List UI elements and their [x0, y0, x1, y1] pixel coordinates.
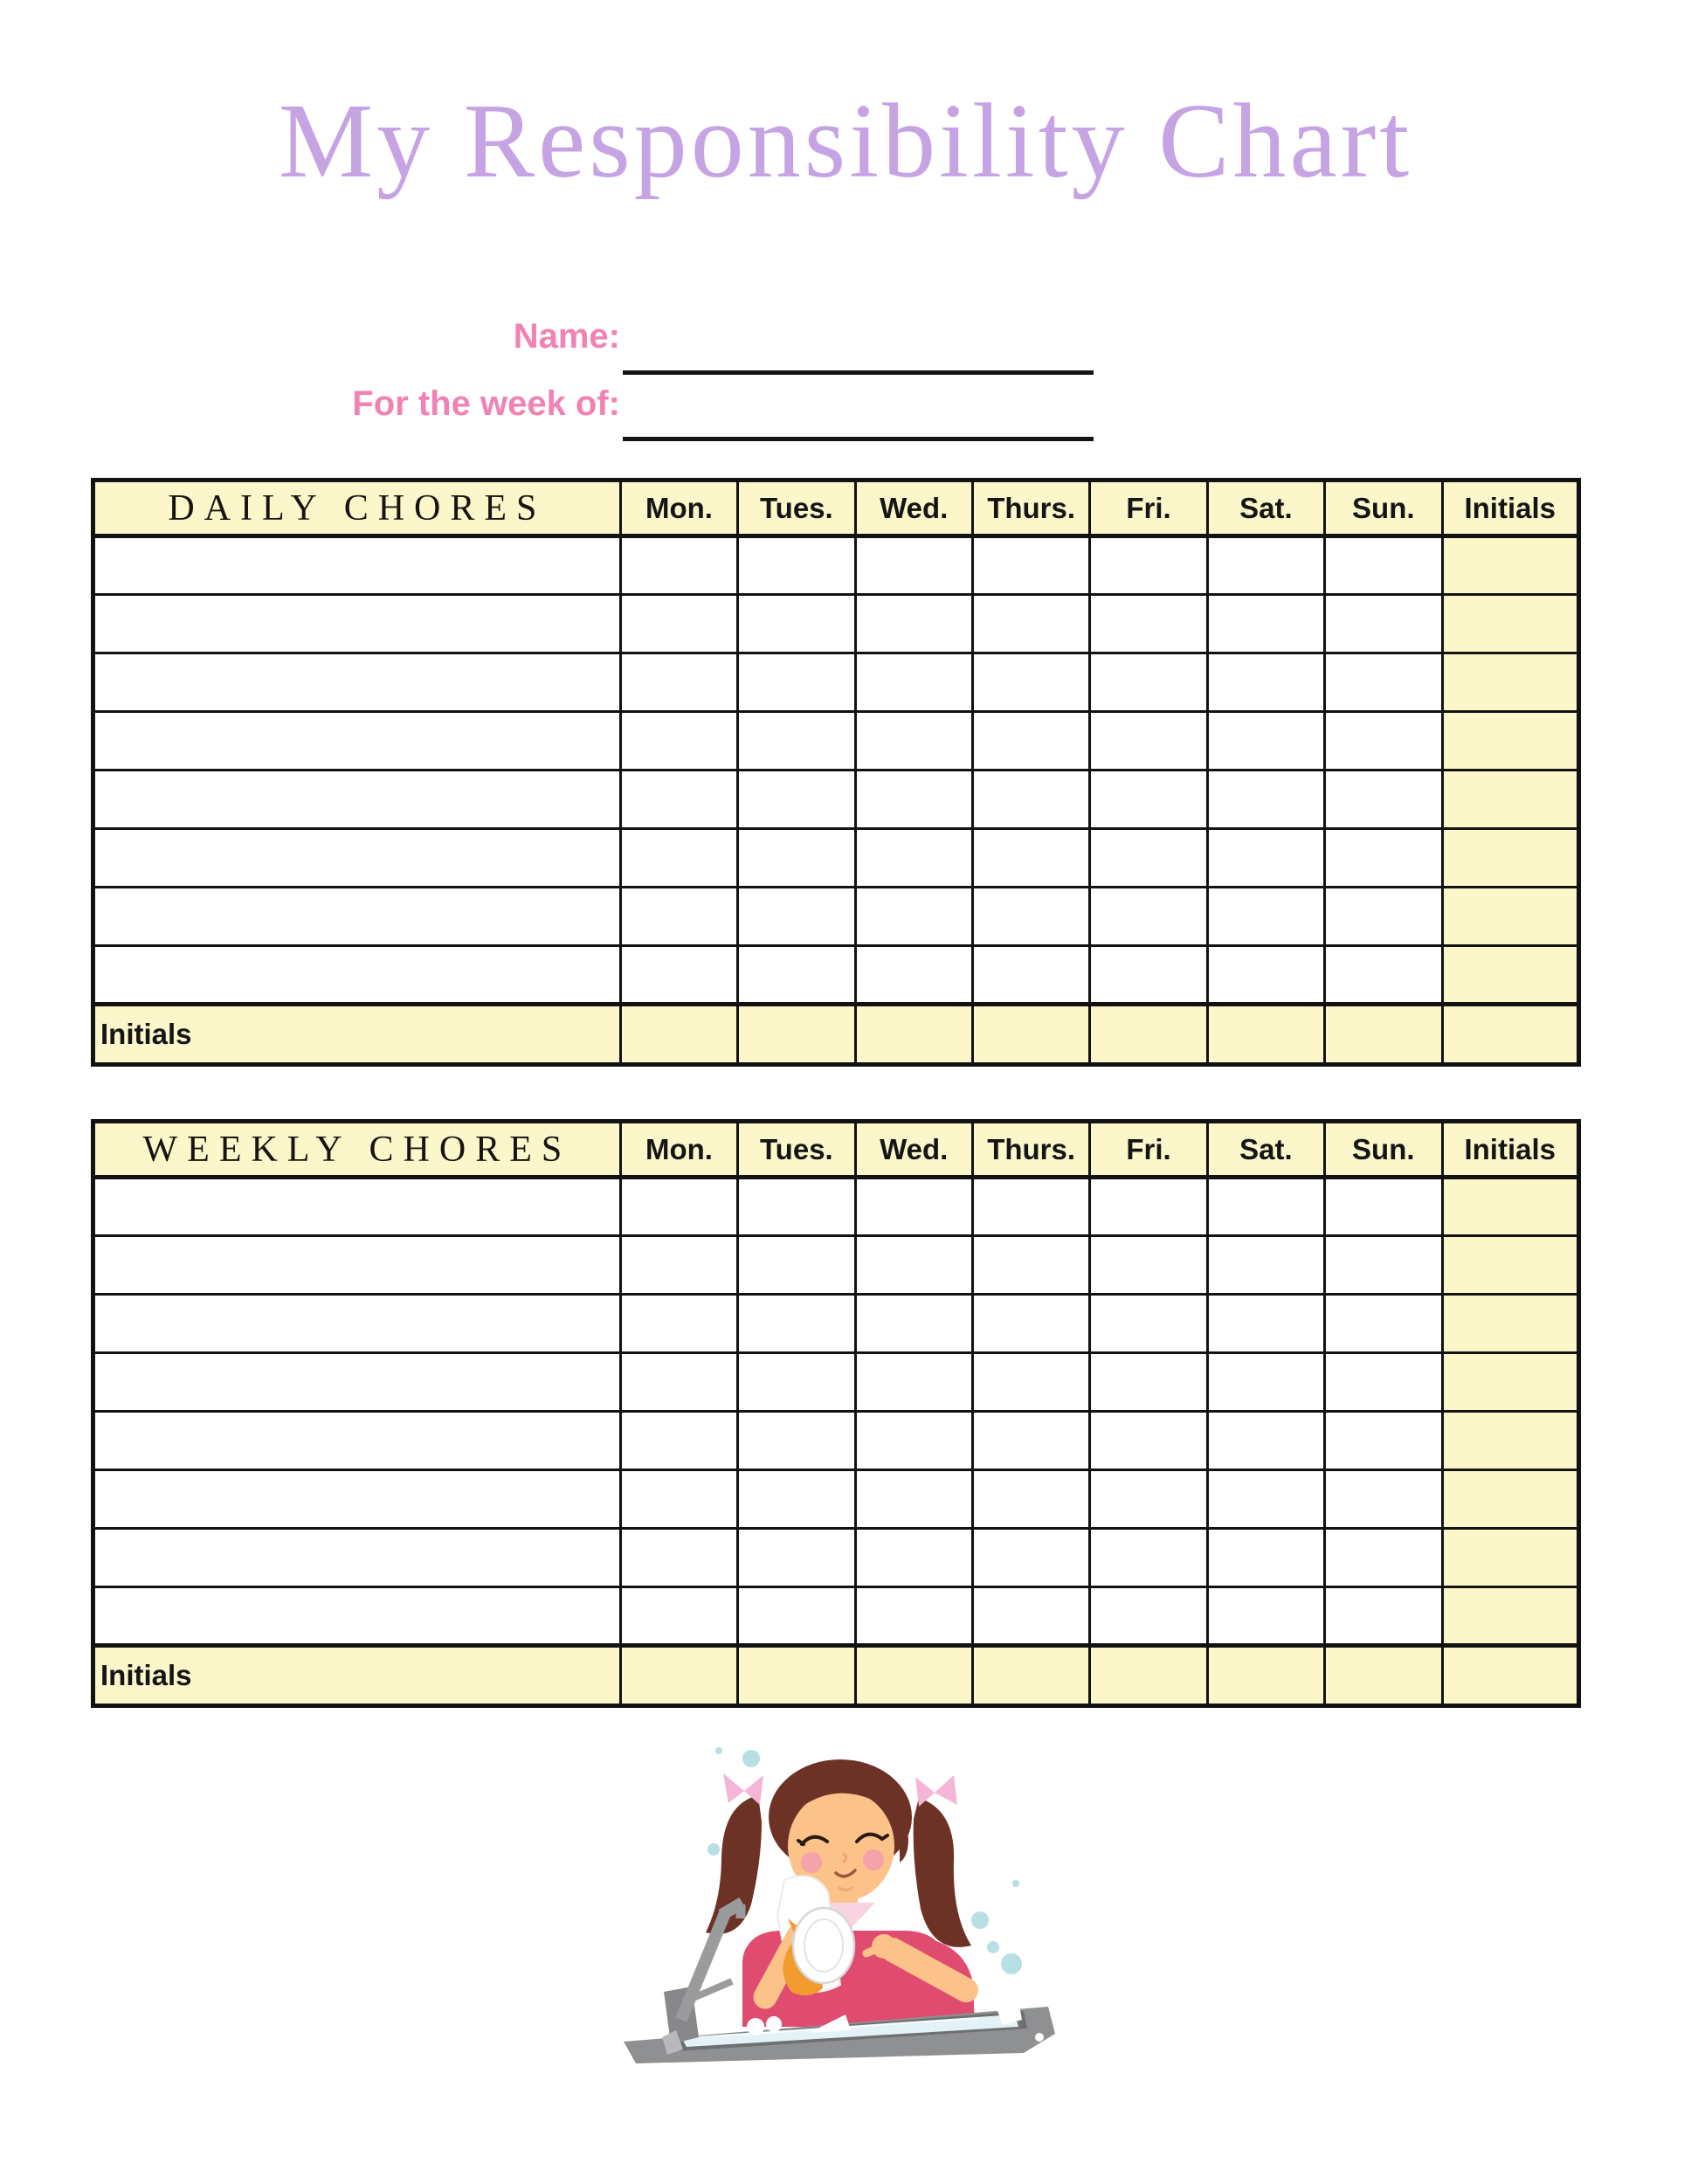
- daily-day-cell[interactable]: [1090, 712, 1207, 771]
- daily-chore-name-cell[interactable]: [93, 653, 621, 712]
- weekly-chore-row: [93, 1587, 1579, 1646]
- daily-chore-name-cell[interactable]: [93, 536, 621, 595]
- weekly-initials-cell[interactable]: [1442, 1295, 1579, 1353]
- weekly-day-cell[interactable]: [620, 1529, 737, 1587]
- weekly-day-cell[interactable]: [1207, 1295, 1324, 1353]
- daily-initials-cell[interactable]: [1442, 771, 1579, 829]
- weekly-day-cell[interactable]: [855, 1353, 972, 1412]
- weekly-footer-initials-row: [93, 1646, 1579, 1706]
- daily-day-cell[interactable]: [855, 595, 972, 653]
- daily-chore-row: [93, 712, 1579, 771]
- column-header-initials: Initials: [1442, 1122, 1579, 1178]
- daily-day-cell[interactable]: [855, 653, 972, 712]
- daily-day-cell[interactable]: [1325, 771, 1442, 829]
- column-header-sun: Sun.: [1325, 480, 1442, 536]
- daily-day-cell[interactable]: [1325, 888, 1442, 946]
- daily-initials-cell[interactable]: [1442, 712, 1579, 771]
- daily-day-cell[interactable]: [620, 712, 737, 771]
- weekly-day-cell[interactable]: [1207, 1470, 1324, 1529]
- daily-chores-table: [91, 478, 1581, 1067]
- column-header-sun: Sun.: [1325, 1122, 1442, 1178]
- daily-day-cell[interactable]: [972, 946, 1089, 1005]
- weekly-footer-cell[interactable]: [972, 1646, 1089, 1706]
- weekly-day-cell[interactable]: [855, 1412, 972, 1470]
- weekly-footer-cell[interactable]: [738, 1646, 855, 1706]
- weekly-day-cell[interactable]: [1090, 1412, 1207, 1470]
- daily-chore-row: [93, 771, 1579, 829]
- column-header-sat: Sat.: [1207, 1122, 1324, 1178]
- daily-initials-cell[interactable]: [1442, 653, 1579, 712]
- daily-day-cell[interactable]: [855, 712, 972, 771]
- weekly-chore-name-cell[interactable]: [93, 1295, 621, 1353]
- daily-initials-cell[interactable]: [1442, 595, 1579, 653]
- weekly-day-cell[interactable]: [1325, 1178, 1442, 1236]
- daily-day-cell[interactable]: [972, 595, 1089, 653]
- daily-day-cell[interactable]: [738, 888, 855, 946]
- weekly-day-cell[interactable]: [738, 1470, 855, 1529]
- daily-day-cell[interactable]: [972, 829, 1089, 888]
- weekly-day-cell[interactable]: [855, 1295, 972, 1353]
- weekly-day-cell[interactable]: [620, 1295, 737, 1353]
- weekly-footer-cell[interactable]: [1442, 1646, 1579, 1706]
- column-header-mon: Mon.: [620, 480, 737, 536]
- weekly-day-cell[interactable]: [972, 1587, 1089, 1646]
- weekly-day-cell[interactable]: [972, 1412, 1089, 1470]
- weekly-day-cell[interactable]: [738, 1178, 855, 1236]
- daily-footer-cell[interactable]: [1207, 1005, 1324, 1065]
- daily-day-cell[interactable]: [1325, 536, 1442, 595]
- daily-day-cell[interactable]: [738, 653, 855, 712]
- daily-chore-row: [93, 946, 1579, 1005]
- daily-day-cell[interactable]: [1207, 595, 1324, 653]
- daily-day-cell[interactable]: [620, 946, 737, 1005]
- weekly-chores-title: WEEKLY CHORES: [93, 1122, 621, 1178]
- weekly-day-cell[interactable]: [1325, 1529, 1442, 1587]
- weekly-day-cell[interactable]: [1207, 1587, 1324, 1646]
- weekly-day-cell[interactable]: [1090, 1587, 1207, 1646]
- daily-footer-cell[interactable]: [855, 1005, 972, 1065]
- daily-footer-cell[interactable]: [972, 1005, 1089, 1065]
- weekly-chores-table: [91, 1119, 1581, 1708]
- weekly-day-cell[interactable]: [1207, 1529, 1324, 1587]
- column-header-wed: Wed.: [855, 480, 972, 536]
- daily-chore-name-cell[interactable]: [93, 771, 621, 829]
- daily-footer-initials-label: Initials: [93, 1005, 621, 1065]
- weekly-header-row: [93, 1122, 1579, 1178]
- weekly-chore-row: [93, 1412, 1579, 1470]
- daily-day-cell[interactable]: [1207, 712, 1324, 771]
- daily-initials-cell[interactable]: [1442, 536, 1579, 595]
- daily-day-cell[interactable]: [1325, 946, 1442, 1005]
- daily-day-cell[interactable]: [1090, 536, 1207, 595]
- weekly-chore-name-cell[interactable]: [93, 1529, 621, 1587]
- column-header-wed: Wed.: [855, 1122, 972, 1178]
- weekly-day-cell[interactable]: [620, 1412, 737, 1470]
- daily-day-cell[interactable]: [1090, 595, 1207, 653]
- weekly-footer-cell[interactable]: [855, 1646, 972, 1706]
- daily-chores-title: DAILY CHORES: [93, 480, 621, 536]
- daily-day-cell[interactable]: [1325, 712, 1442, 771]
- daily-day-cell[interactable]: [738, 829, 855, 888]
- daily-day-cell[interactable]: [855, 946, 972, 1005]
- weekly-chore-row: [93, 1529, 1579, 1587]
- right-pigtail: [914, 1798, 971, 1947]
- daily-day-cell[interactable]: [972, 653, 1089, 712]
- daily-day-cell[interactable]: [738, 712, 855, 771]
- daily-chore-name-cell[interactable]: [93, 595, 621, 653]
- weekly-day-cell[interactable]: [620, 1587, 737, 1646]
- daily-chore-row: [93, 595, 1579, 653]
- weekly-day-cell[interactable]: [972, 1178, 1089, 1236]
- daily-chore-name-cell[interactable]: [93, 888, 621, 946]
- daily-day-cell[interactable]: [620, 595, 737, 653]
- weekly-day-cell[interactable]: [1090, 1236, 1207, 1295]
- column-header-thurs: Thurs.: [972, 1122, 1089, 1178]
- daily-day-cell[interactable]: [620, 888, 737, 946]
- daily-header-row: [93, 480, 1579, 536]
- weekly-day-cell[interactable]: [1325, 1412, 1442, 1470]
- weekly-day-cell[interactable]: [738, 1295, 855, 1353]
- weekly-day-cell[interactable]: [855, 1178, 972, 1236]
- weekly-footer-initials-label: Initials: [93, 1646, 621, 1706]
- weekly-day-cell[interactable]: [1090, 1178, 1207, 1236]
- weekly-chore-row: [93, 1295, 1579, 1353]
- daily-day-cell[interactable]: [1207, 771, 1324, 829]
- weekly-day-cell[interactable]: [972, 1236, 1089, 1295]
- daily-day-cell[interactable]: [972, 712, 1089, 771]
- weekly-chore-name-cell[interactable]: [93, 1470, 621, 1529]
- daily-day-cell[interactable]: [1207, 536, 1324, 595]
- daily-day-cell[interactable]: [1207, 888, 1324, 946]
- weekly-day-cell[interactable]: [620, 1353, 737, 1412]
- daily-day-cell[interactable]: [738, 536, 855, 595]
- week-of-field-line[interactable]: [623, 437, 1094, 441]
- daily-day-cell[interactable]: [738, 595, 855, 653]
- daily-day-cell[interactable]: [620, 771, 737, 829]
- daily-chore-row: [93, 653, 1579, 712]
- weekly-day-cell[interactable]: [972, 1529, 1089, 1587]
- weekly-day-cell[interactable]: [1325, 1587, 1442, 1646]
- weekly-day-cell[interactable]: [620, 1470, 737, 1529]
- daily-footer-cell[interactable]: [620, 1005, 737, 1065]
- daily-chore-row: [93, 536, 1579, 595]
- weekly-day-cell[interactable]: [972, 1353, 1089, 1412]
- daily-chore-row: [93, 829, 1579, 888]
- weekly-day-cell[interactable]: [1207, 1178, 1324, 1236]
- weekly-chore-name-cell[interactable]: [93, 1236, 621, 1295]
- weekly-day-cell[interactable]: [1325, 1470, 1442, 1529]
- column-header-thurs: Thurs.: [972, 480, 1089, 536]
- daily-day-cell[interactable]: [1207, 653, 1324, 712]
- daily-day-cell[interactable]: [620, 536, 737, 595]
- weekly-day-cell[interactable]: [738, 1529, 855, 1587]
- weekly-footer-cell[interactable]: [620, 1646, 737, 1706]
- daily-day-cell[interactable]: [855, 888, 972, 946]
- daily-day-cell[interactable]: [972, 888, 1089, 946]
- daily-footer-cell[interactable]: [1325, 1005, 1442, 1065]
- weekly-day-cell[interactable]: [738, 1236, 855, 1295]
- daily-day-cell[interactable]: [1325, 829, 1442, 888]
- daily-day-cell[interactable]: [1090, 829, 1207, 888]
- weekly-day-cell[interactable]: [738, 1587, 855, 1646]
- weekly-day-cell[interactable]: [1325, 1353, 1442, 1412]
- weekly-footer-cell[interactable]: [1207, 1646, 1324, 1706]
- column-header-fri: Fri.: [1090, 1122, 1207, 1178]
- weekly-day-cell[interactable]: [1325, 1236, 1442, 1295]
- daily-day-cell[interactable]: [855, 829, 972, 888]
- weekly-day-cell[interactable]: [855, 1587, 972, 1646]
- weekly-initials-cell[interactable]: [1442, 1353, 1579, 1412]
- weekly-chore-name-cell[interactable]: [93, 1412, 621, 1470]
- weekly-initials-cell[interactable]: [1442, 1587, 1579, 1646]
- weekly-chore-name-cell[interactable]: [93, 1178, 621, 1236]
- daily-day-cell[interactable]: [1325, 653, 1442, 712]
- daily-day-cell[interactable]: [972, 536, 1089, 595]
- weekly-chore-row: [93, 1353, 1579, 1412]
- daily-day-cell[interactable]: [855, 536, 972, 595]
- right-cheek: [863, 1849, 884, 1870]
- daily-day-cell[interactable]: [1090, 653, 1207, 712]
- weekly-day-cell[interactable]: [620, 1236, 737, 1295]
- daily-initials-cell[interactable]: [1442, 829, 1579, 888]
- name-field-line[interactable]: [623, 370, 1094, 375]
- column-header-initials: Initials: [1442, 480, 1579, 536]
- column-header-mon: Mon.: [620, 1122, 737, 1178]
- name-label: Name:: [513, 317, 620, 356]
- daily-day-cell[interactable]: [620, 653, 737, 712]
- weekly-chore-row: [93, 1178, 1579, 1236]
- daily-chore-name-cell[interactable]: [93, 829, 621, 888]
- weekly-day-cell[interactable]: [1207, 1236, 1324, 1295]
- column-header-fri: Fri.: [1090, 480, 1207, 536]
- daily-day-cell[interactable]: [1207, 829, 1324, 888]
- weekly-chore-row: [93, 1236, 1579, 1295]
- weekly-day-cell[interactable]: [972, 1470, 1089, 1529]
- week-of-label: For the week of:: [352, 384, 620, 423]
- weekly-chore-row: [93, 1470, 1579, 1529]
- daily-chore-row: [93, 888, 1579, 946]
- daily-footer-initials-row: [93, 1005, 1579, 1065]
- weekly-chore-name-cell[interactable]: [93, 1587, 621, 1646]
- weekly-day-cell[interactable]: [1090, 1529, 1207, 1587]
- weekly-day-cell[interactable]: [855, 1236, 972, 1295]
- daily-day-cell[interactable]: [1090, 771, 1207, 829]
- weekly-day-cell[interactable]: [1207, 1412, 1324, 1470]
- weekly-day-cell[interactable]: [1090, 1295, 1207, 1353]
- daily-day-cell[interactable]: [738, 946, 855, 1005]
- daily-initials-cell[interactable]: [1442, 946, 1579, 1005]
- daily-day-cell[interactable]: [1090, 888, 1207, 946]
- weekly-footer-cell[interactable]: [1325, 1646, 1442, 1706]
- weekly-initials-cell[interactable]: [1442, 1178, 1579, 1236]
- weekly-initials-cell[interactable]: [1442, 1529, 1579, 1587]
- daily-day-cell[interactable]: [1325, 595, 1442, 653]
- daily-day-cell[interactable]: [1207, 946, 1324, 1005]
- daily-day-cell[interactable]: [738, 771, 855, 829]
- daily-chore-name-cell[interactable]: [93, 946, 621, 1005]
- daily-day-cell[interactable]: [1090, 946, 1207, 1005]
- daily-footer-cell[interactable]: [1090, 1005, 1207, 1065]
- weekly-chore-name-cell[interactable]: [93, 1353, 621, 1412]
- daily-day-cell[interactable]: [620, 829, 737, 888]
- daily-footer-cell[interactable]: [1442, 1005, 1579, 1065]
- weekly-initials-cell[interactable]: [1442, 1412, 1579, 1470]
- weekly-footer-cell[interactable]: [1090, 1646, 1207, 1706]
- weekly-day-cell[interactable]: [738, 1412, 855, 1470]
- weekly-initials-cell[interactable]: [1442, 1470, 1579, 1529]
- daily-chore-name-cell[interactable]: [93, 712, 621, 771]
- daily-day-cell[interactable]: [972, 771, 1089, 829]
- girl-washing-dishes-illustration: [611, 1730, 1066, 2105]
- weekly-initials-cell[interactable]: [1442, 1236, 1579, 1295]
- weekly-day-cell[interactable]: [620, 1178, 737, 1236]
- weekly-day-cell[interactable]: [738, 1353, 855, 1412]
- column-header-sat: Sat.: [1207, 480, 1324, 536]
- daily-initials-cell[interactable]: [1442, 888, 1579, 946]
- column-header-tues: Tues.: [738, 1122, 855, 1178]
- column-header-tues: Tues.: [738, 480, 855, 536]
- weekly-day-cell[interactable]: [855, 1470, 972, 1529]
- weekly-day-cell[interactable]: [855, 1529, 972, 1587]
- weekly-day-cell[interactable]: [1325, 1295, 1442, 1353]
- left-cheek: [801, 1852, 822, 1873]
- page-title: My Responsibility Chart: [278, 82, 1413, 200]
- weekly-day-cell[interactable]: [1207, 1353, 1324, 1412]
- daily-day-cell[interactable]: [855, 771, 972, 829]
- weekly-day-cell[interactable]: [1090, 1470, 1207, 1529]
- weekly-day-cell[interactable]: [1090, 1353, 1207, 1412]
- weekly-day-cell[interactable]: [972, 1295, 1089, 1353]
- daily-footer-cell[interactable]: [738, 1005, 855, 1065]
